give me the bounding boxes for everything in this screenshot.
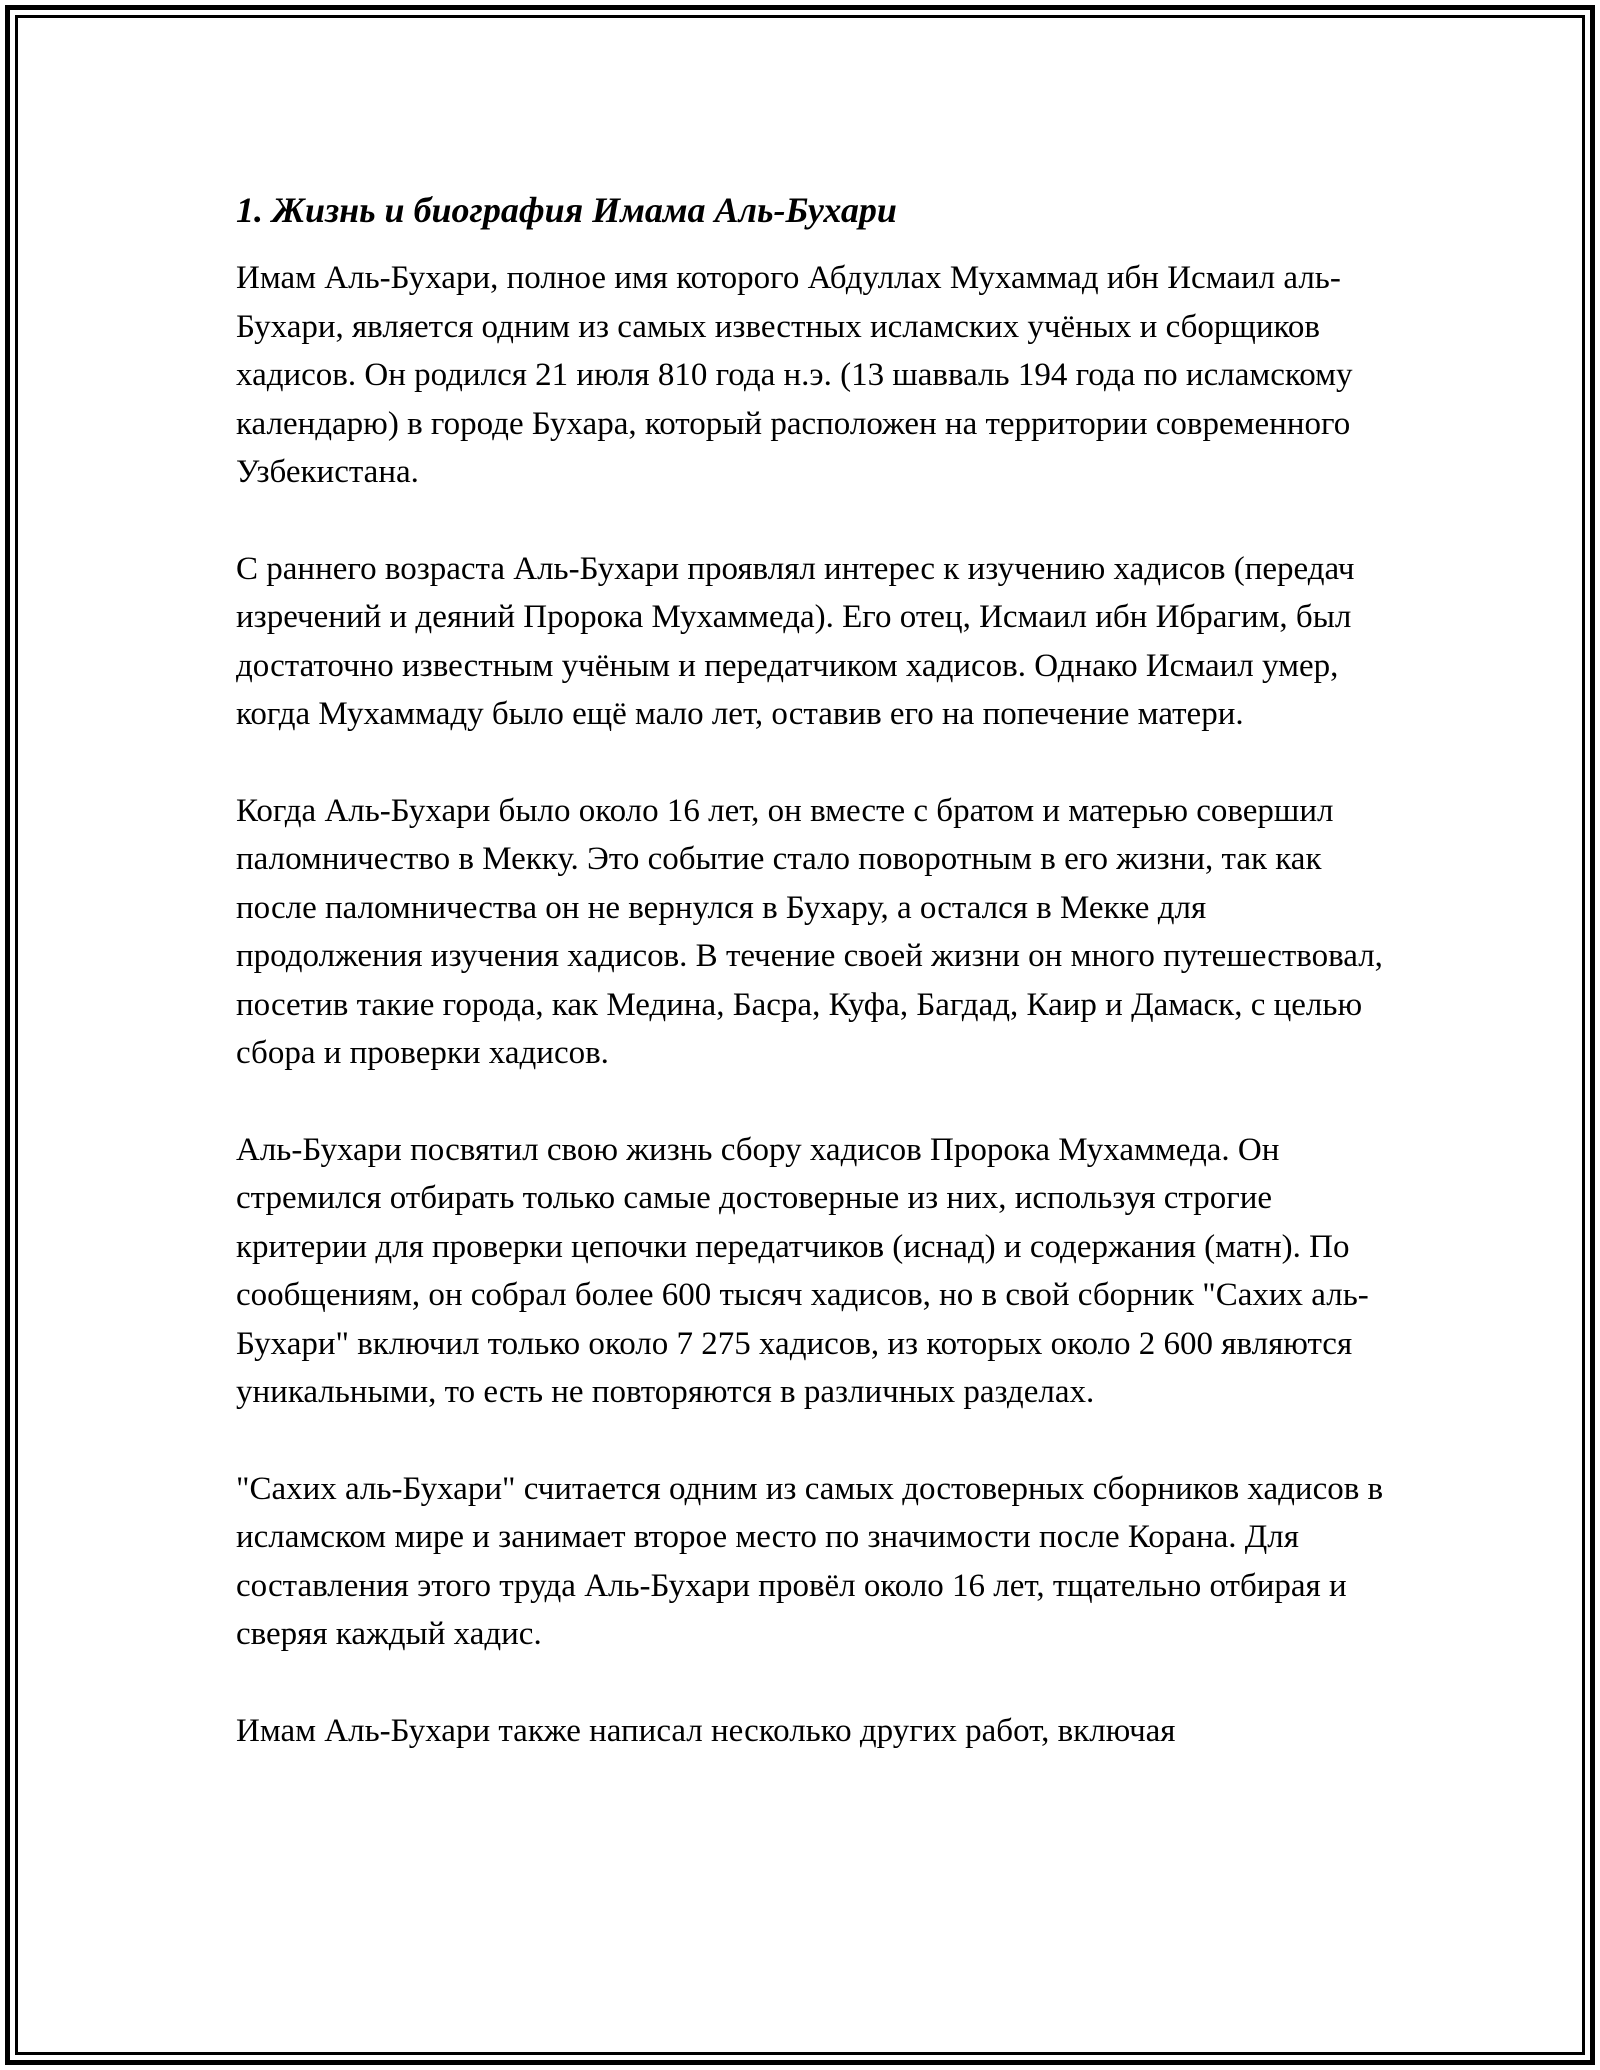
paragraph-early-life: С раннего возраста Аль-Бухари проявлял интерес к изучению хадисов (передач изречений и деяний Пророка Мухаммеда). Его отец, Исмаил ибн Ибрагим, был достаточно известным учёным и передатчиком хадисов. Однако Исмаил умер, когда Мухаммаду было ещё мало лет, оставив его на попечение матери. <box>236 550 1355 732</box>
paragraph-hadith-collection: Аль-Бухари посвятил свою жизнь сбору хадисов Пророка Мухаммеда. Он стремился отбирать только самые достоверные из них, используя строгие критерии для проверки цепочки передатчиков (иснад) и содержания (матн). По сообщениям, он собрал более 600 тысяч хадисов, но в свой сборник "Сахих аль-Бухари" включил только около 7 275 хадисов, из которых около 2 600 являются уникальными, то есть не повторяются в различных разделах. <box>236 1131 1369 1410</box>
section-heading: 1. Жизнь и биография Имама Аль-Бухари <box>236 190 897 230</box>
paragraph-birth: Имам Аль-Бухари, полное имя которого Абдуллах Мухаммад ибн Исмаил аль-Бухари, является одним из самых известных исламских учёных и сборщиков хадисов. Он родился 21 июля 810 года н.э. (13 шавваль 194 года по исламскому календарю) в городе Бухара, который расположен на территории современного Узбекистана. <box>236 260 1353 490</box>
paragraph-sahih-significance: "Сахих аль-Бухари" считается одним из самых достоверных сборников хадисов в исламском мире и занимает второе место по значимости после Корана. Для составления этого труда Аль-Бухари провёл около 16 лет, тщательно отбирая и сверяя каждый хадис. <box>236 1470 1384 1652</box>
paragraph-other-works: Имам Аль-Бухари также написал несколько других работ, включая <box>236 1712 1176 1749</box>
paragraph-travels: Когда Аль-Бухари было около 16 лет, он вместе с братом и матерью совершил паломничество в Мекку. Это событие стало поворотным в его жизни, так как после паломничества он не вернулся в Бухару, а остался в Мекке для продолжения изучения хадисов. В течение своей жизни он много путешествовал, посетив такие города, как Медина, Басра, Куфа, Багдад, Каир и Дамаск, с целью сбора и проверки хадисов. <box>236 792 1383 1071</box>
document-body <box>236 186 1386 1803</box>
